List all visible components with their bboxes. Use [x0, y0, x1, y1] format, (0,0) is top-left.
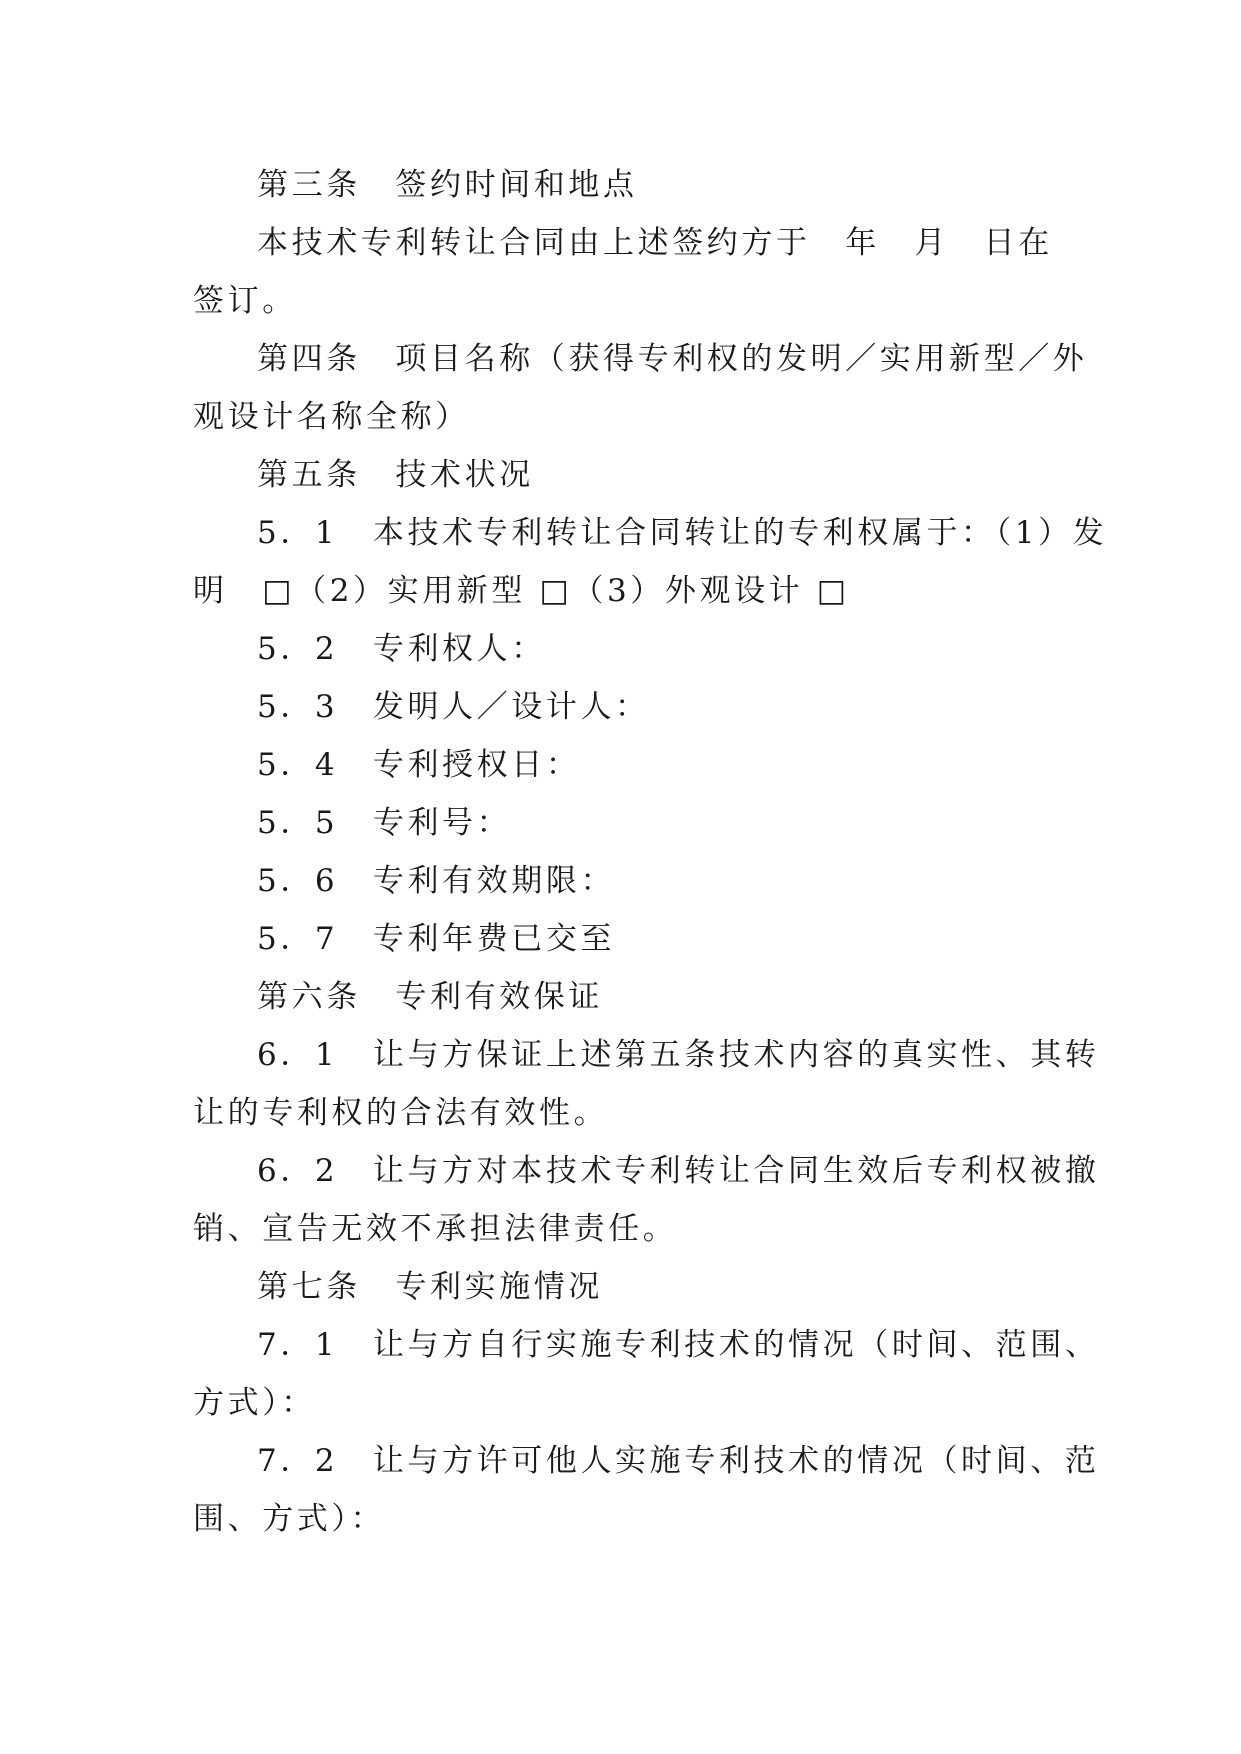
clause-5-4: 5．4 专利授权日：: [257, 747, 581, 783]
article-3-body-cont: 签订。: [193, 283, 297, 319]
clause-6-1: 6．1 让与方保证上述第五条技术内容的真实性、其转: [257, 1037, 1100, 1073]
clause-5-6: 5．6 专利有效期限：: [257, 863, 616, 899]
article-5-heading: 第五条 技术状况: [257, 457, 534, 493]
article-3-heading: 第三条 签约时间和地点: [257, 167, 638, 203]
clause-5-5: 5．5 专利号：: [257, 805, 512, 841]
clause-7-2-cont: 围、方式）：: [193, 1501, 386, 1537]
clause-5-1: 5．1 本技术专利转让合同转让的专利权属于：（1）发: [257, 515, 1108, 551]
clause-7-2: 7．2 让与方许可他人实施专利技术的情况（时间、范: [257, 1443, 1100, 1479]
clause-6-2-cont: 销、宣告无效不承担法律责任。: [193, 1211, 678, 1247]
clause-5-7: 5．7 专利年费已交至: [257, 921, 616, 957]
article-4-heading: 第四条 项目名称（获得专利权的发明／实用新型／外: [257, 341, 1088, 377]
article-7-heading: 第七条 专利实施情况: [257, 1269, 603, 1305]
clause-5-2: 5．2 专利权人：: [257, 631, 546, 667]
clause-6-1-cont: 让的专利权的合法有效性。: [193, 1095, 609, 1131]
clause-5-3: 5．3 发明人／设计人：: [257, 689, 650, 725]
clause-6-2: 6．2 让与方对本技术专利转让合同生效后专利权被撤: [257, 1153, 1100, 1189]
clause-7-1-cont: 方式）：: [193, 1385, 316, 1421]
article-3-body: 本技术专利转让合同由上述签约方于 年 月 日在: [257, 225, 1053, 261]
clause-7-1: 7．1 让与方自行实施专利技术的情况（时间、范围、: [257, 1327, 1100, 1363]
article-6-heading: 第六条 专利有效保证: [257, 979, 603, 1015]
clause-5-1-cont: 明 □（2）实用新型 □（3）外观设计 □: [193, 573, 850, 609]
article-4-heading-cont: 观设计名称全称）: [193, 399, 470, 435]
